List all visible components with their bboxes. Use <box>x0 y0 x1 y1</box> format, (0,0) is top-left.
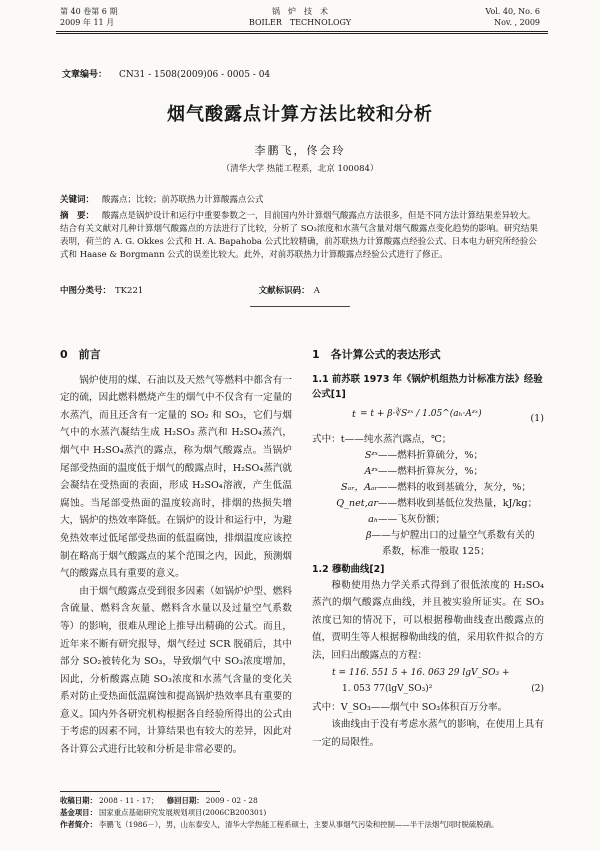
fund-label: 基金项目： <box>60 808 97 817</box>
definition-item <box>312 448 544 464</box>
def-text: ——燃料的收到基硫分，灰分，%； <box>378 481 532 493</box>
footnote-author <box>60 819 544 831</box>
header-rule <box>56 31 548 32</box>
mueller-limitation-paragraph: 该曲线由于没有考虑水蒸气的影响，在使用上具有一定的局限性。 <box>312 719 544 748</box>
intro-paragraph-2: 由于烟气酸露点受到很多因素（如锅炉炉型、燃料含硫量、燃料含灰量、燃料含水量以及过量空气系数等）的影响，很难从理论上推导出精确的公式。而且，近年来不断有研究报导，烟气经过 SCR 脱硝后，其中部分 SO₂被转化为 SO₃，导致烟气中 SO₃浓度增加，因此，分析酸露点随 SO₃浓度和水蒸气含量的变化关系对防止受热面低温腐蚀和提高锅炉热效率具有重要的意义。国内外各研究机构根据各自经验所得出的公式由于考虑的因素不同，计算结果也有较大的差异，因此对各计算公式进行比较和分析是非常必要的。 <box>60 585 292 756</box>
paper-title: 烟气酸露点计算方法比较和分析 <box>167 104 433 125</box>
def-symbol: β <box>366 529 372 541</box>
keywords-text: 酸露点；比较；前苏联热力计算酸露点公式 <box>102 195 264 205</box>
definition-item <box>312 480 544 496</box>
def-symbol: Sₐᵣ，Aₐᵣ <box>341 481 378 493</box>
author-bio-text: 李鹏飞（1986－），男，山东泰安人，清华大学热能工程系硕士，主要从事烟气污染和控制——半干法烟气同时脱硫脱硝。 <box>98 820 499 829</box>
equation-2-definition: 式中：V_SO₃——烟气中 SO₃体积百万分率。 <box>312 701 508 713</box>
equation-1 <box>312 402 544 432</box>
clc-value: TK221 <box>115 286 144 296</box>
doc-number-label: 文章编号： <box>62 70 108 80</box>
def-symbol: aₕ <box>368 513 378 525</box>
subsection-1-2-heading: 1.2 穆勒曲线[2] <box>312 563 385 575</box>
footnote-fund <box>60 807 544 819</box>
equation-2-line-2: 1. 053 77(lgV_SO₃)² <box>342 683 433 694</box>
def-text: ——燃料折算硫分，%； <box>378 449 484 461</box>
abstract <box>60 210 544 262</box>
journal-cn: 锅 炉 技 术 <box>272 7 328 16</box>
doc-number <box>62 67 270 80</box>
clc-label: 中图分类号： <box>60 286 112 296</box>
classification <box>60 284 544 296</box>
equation-2-line-1: t = 116. 551 5 + 16. 063 29 lgV_SO₃ + <box>332 667 510 678</box>
equation-1-number: (1) <box>530 412 544 424</box>
equation-2-number: (2) <box>531 683 544 694</box>
definition-item <box>312 528 544 560</box>
date-en: Nov. , 2009 <box>494 18 540 27</box>
header-rule-2 <box>56 33 548 34</box>
revised-label: 修回日期： <box>166 796 204 805</box>
doc-code-label: 文献标识码： <box>258 286 310 296</box>
abstract-text: 酸露点是锅炉设计和运行中重要参数之一，目前国内外计算烟气酸露点方法很多，但是不同方法计算结果差异较大。结合有关文献对几种计算烟气酸露点的方法进行了比较，分析了 SO₃浓度和水蒸气含量对烟气酸露点变化趋势的影响。研究结果表明，荷兰的 A. G. Okkes 公式和 H. A. Bapahoba 公式比较精确，前苏联热力计算酸露点经验公式、日本电力研究所经验公式和 Haase & Borgmann 公式的误差比较大。此外，对前苏联热力计算酸露点经验公式进行了修正。 <box>60 211 538 260</box>
volume-cn: 第 40 卷第 6 期 <box>60 7 118 16</box>
subsection-1-1-heading: 1.1 前苏联 1973 年《锅炉机组热力计标准方法》经验公式[1] <box>312 373 543 400</box>
def-text: ——燃料收到基低位发热量，kJ/kg； <box>378 497 538 509</box>
right-column <box>312 346 544 751</box>
keywords-label: 关键词： <box>60 195 95 205</box>
volume-en: Vol. 40, No. 6 <box>485 7 540 16</box>
definition-item <box>312 464 544 480</box>
footnote-rule <box>60 791 220 792</box>
definition-item <box>312 432 544 448</box>
def-text: ——与炉膛出口的过量空气系数有关的系数，标准一般取 125； <box>371 529 535 557</box>
keywords <box>60 194 544 207</box>
def-symbol: Q_net,ar <box>336 497 378 509</box>
abstract-label: 摘 要： <box>60 211 95 221</box>
revised-date: 2009 - 02 - 28 <box>205 796 258 805</box>
affiliation: （清华大学 热能工程系，北京 100084） <box>221 164 379 174</box>
def-symbol: Sᶻˣ <box>364 449 378 461</box>
def-text: ——燃料折算灰分，%； <box>378 465 484 477</box>
definition-item <box>312 512 544 528</box>
header-volume-en <box>485 6 540 28</box>
doc-code-value: A <box>313 286 320 296</box>
left-column <box>60 346 292 759</box>
intro-paragraph-1: 锅炉使用的煤、石油以及天然气等燃料中都含有一定的硫，因此燃料燃烧产生的烟气中不仅含有一定量的水蒸汽，而且还含有一定量的 SO₂ 和 SO₃，它们与烟气中的水蒸汽凝结生成 H₂SO₃ 蒸汽和 H₂SO₄蒸汽，烟气中 H₂SO₄蒸汽的露点，称为烟气酸露点。当锅炉尾部受热面的温度低于烟气的酸露点时，H₂SO₄蒸汽就会凝结在受热面的表面，形成 H₂SO₄溶液，产生低温腐蚀。当尾部受热面的温度较高时，排烟的热损失增大，锅炉的热效率降低。在锅炉的设计和运行中，为避免热效率过低尾部受热面的低温腐蚀，排烟温度应该控制在略高于烟气酸露点的某个范围之内，因此，预测烟气的酸露点具有重要的意义。 <box>60 374 292 580</box>
equation-2 <box>312 665 544 699</box>
date-cn: 2009 年 11 月 <box>60 18 115 27</box>
fund-text: 国家重点基础研究发展规划项目(2006CB200301) <box>98 808 267 817</box>
definition-list <box>312 432 544 560</box>
abstract-divider <box>250 306 350 307</box>
def-symbol: 式中：t <box>312 433 345 445</box>
authors: 李鹏飞，佟会玲 <box>254 144 346 157</box>
definition-item <box>312 496 544 512</box>
footnotes <box>60 795 544 831</box>
section-1-heading: 1 各计算公式的表达形式 <box>312 348 441 361</box>
section-0-heading: 0 前言 <box>60 348 101 361</box>
mueller-paragraph: 穆勒使用热力学关系式得到了很低浓度的 H₂SO₄蒸汽的烟气酸露点曲线，并且被实验所证实。在 SO₃浓度已知的情况下，可以根据穆勒曲线查出酸露点的值，贾明生等人根据穆勒曲线的值，采用软件拟合的方法，回归出酸露点的方程： <box>312 579 544 661</box>
doc-number-value: CN31 - 1508(2009)06 - 0005 - 04 <box>119 70 271 80</box>
received-label: 收稿日期： <box>60 796 97 805</box>
author-bio-label: 作者简介： <box>60 820 97 829</box>
def-text: ——飞灰份额； <box>378 513 446 525</box>
def-text: ——纯水蒸汽露点，℃； <box>344 433 452 445</box>
def-symbol: Aᶻˣ <box>364 465 378 477</box>
footnote-dates <box>60 795 544 807</box>
equation-1-body: = t + β·∛Sᶻˣ / 1.05^(aₕ·Aᶻˣ) <box>360 408 482 419</box>
equation-1-lhs: t <box>352 408 356 420</box>
journal-en: BOILER TECHNOLOGY <box>248 18 352 27</box>
received-date: 2008 - 11 - 17； <box>98 796 159 805</box>
